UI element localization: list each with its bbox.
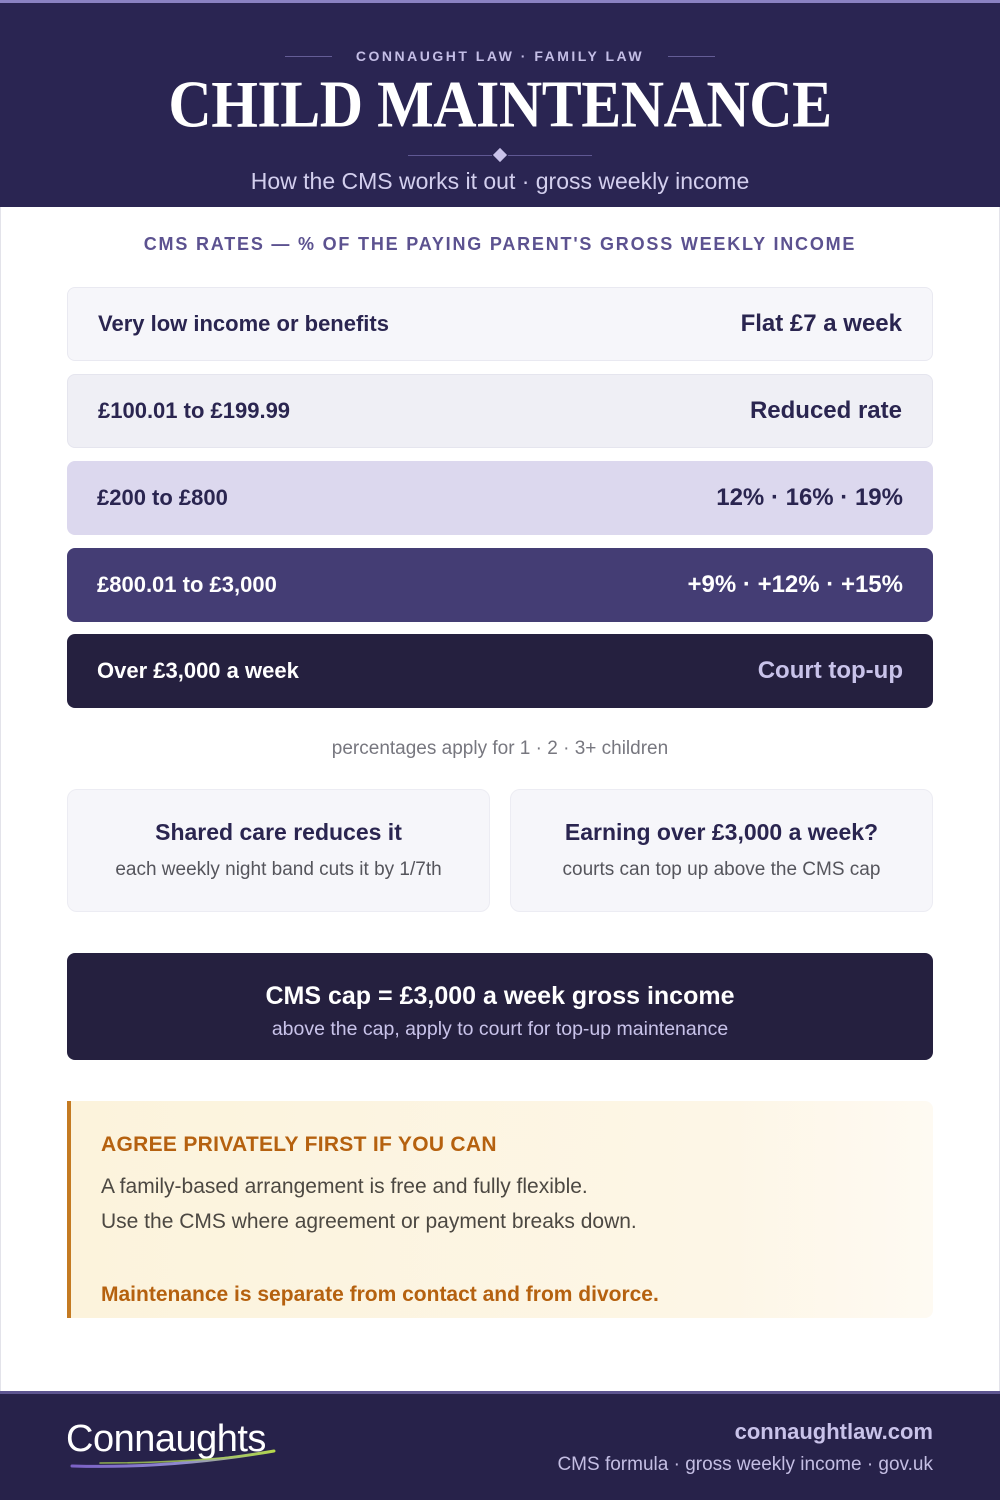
ornament-rule-right [508,155,592,156]
rate-value: 12% · 16% · 19% [716,484,903,511]
cap-title: CMS cap = £3,000 a week gross income [265,982,735,1010]
page-subtitle: How the CMS works it out · gross weekly income [250,168,750,194]
card-title: Earning over £3,000 a week? [564,819,879,845]
rate-row-very-low-income [67,287,933,361]
agree-privately-callout [67,1101,933,1318]
rate-row-over-cap [67,634,933,708]
rate-value: Flat £7 a week [740,310,902,337]
rates-heading: CMS RATES — % OF THE PAYING PARENT'S GROSS WEEKLY INCOME [143,234,857,254]
rate-row-basic-plus [67,548,933,622]
footer-sources: CMS formula · gross weekly income · gov.uk [557,1454,933,1475]
rate-band-label: Over £3,000 a week [97,658,299,683]
callout-emphasis: Maintenance is separate from contact and from divorce. [101,1283,659,1306]
ornament-rule-left [408,155,492,156]
card-title: Shared care reduces it [155,819,402,845]
diamond-ornament-icon [493,148,507,162]
rate-band-label: £200 to £800 [97,485,228,510]
callout-line: Use the CMS where agreement or payment breaks down. [101,1210,637,1233]
rate-row-basic [67,461,933,535]
header-top-rule [0,0,1000,3]
children-percentages-note: percentages apply for 1 · 2 · 3+ children [331,738,669,759]
logo-wordmark: Connaughts [66,1418,266,1460]
website-link[interactable]: connaughtlaw.com [734,1419,933,1444]
rate-value: +9% · +12% · +15% [687,571,903,598]
connaughts-logo [60,1411,292,1473]
rate-band-label: £100.01 to £199.99 [98,398,291,423]
rate-value: Reduced rate [749,397,902,424]
rate-value: Court top-up [757,657,903,684]
card-text: courts can top up above the CMS cap [562,859,881,880]
card-text: each weekly night band cuts it by 1/7th [115,859,442,880]
callout-heading: AGREE PRIVATELY FIRST IF YOU CAN [101,1133,497,1156]
shared-care-card [67,789,490,912]
cms-cap-box [67,953,933,1060]
header-banner [0,0,1000,207]
page-title: CHILD MAINTENANCE [168,67,832,141]
eyebrow-label: CONNAUGHT LAW · FAMILY LAW [355,48,645,64]
high-earner-card [510,789,933,912]
eyebrow-rule-right [668,56,715,57]
rate-row-reduced [67,374,933,448]
footer-bar [0,1391,1000,1500]
rate-band-label: £800.01 to £3,000 [97,572,277,597]
footer-top-rule [0,1391,1000,1394]
rate-band-label: Very low income or benefits [98,311,389,336]
cap-text: above the cap, apply to court for top-up maintenance [271,1018,729,1040]
callout-line: A family-based arrangement is free and fully flexible. [101,1175,588,1198]
